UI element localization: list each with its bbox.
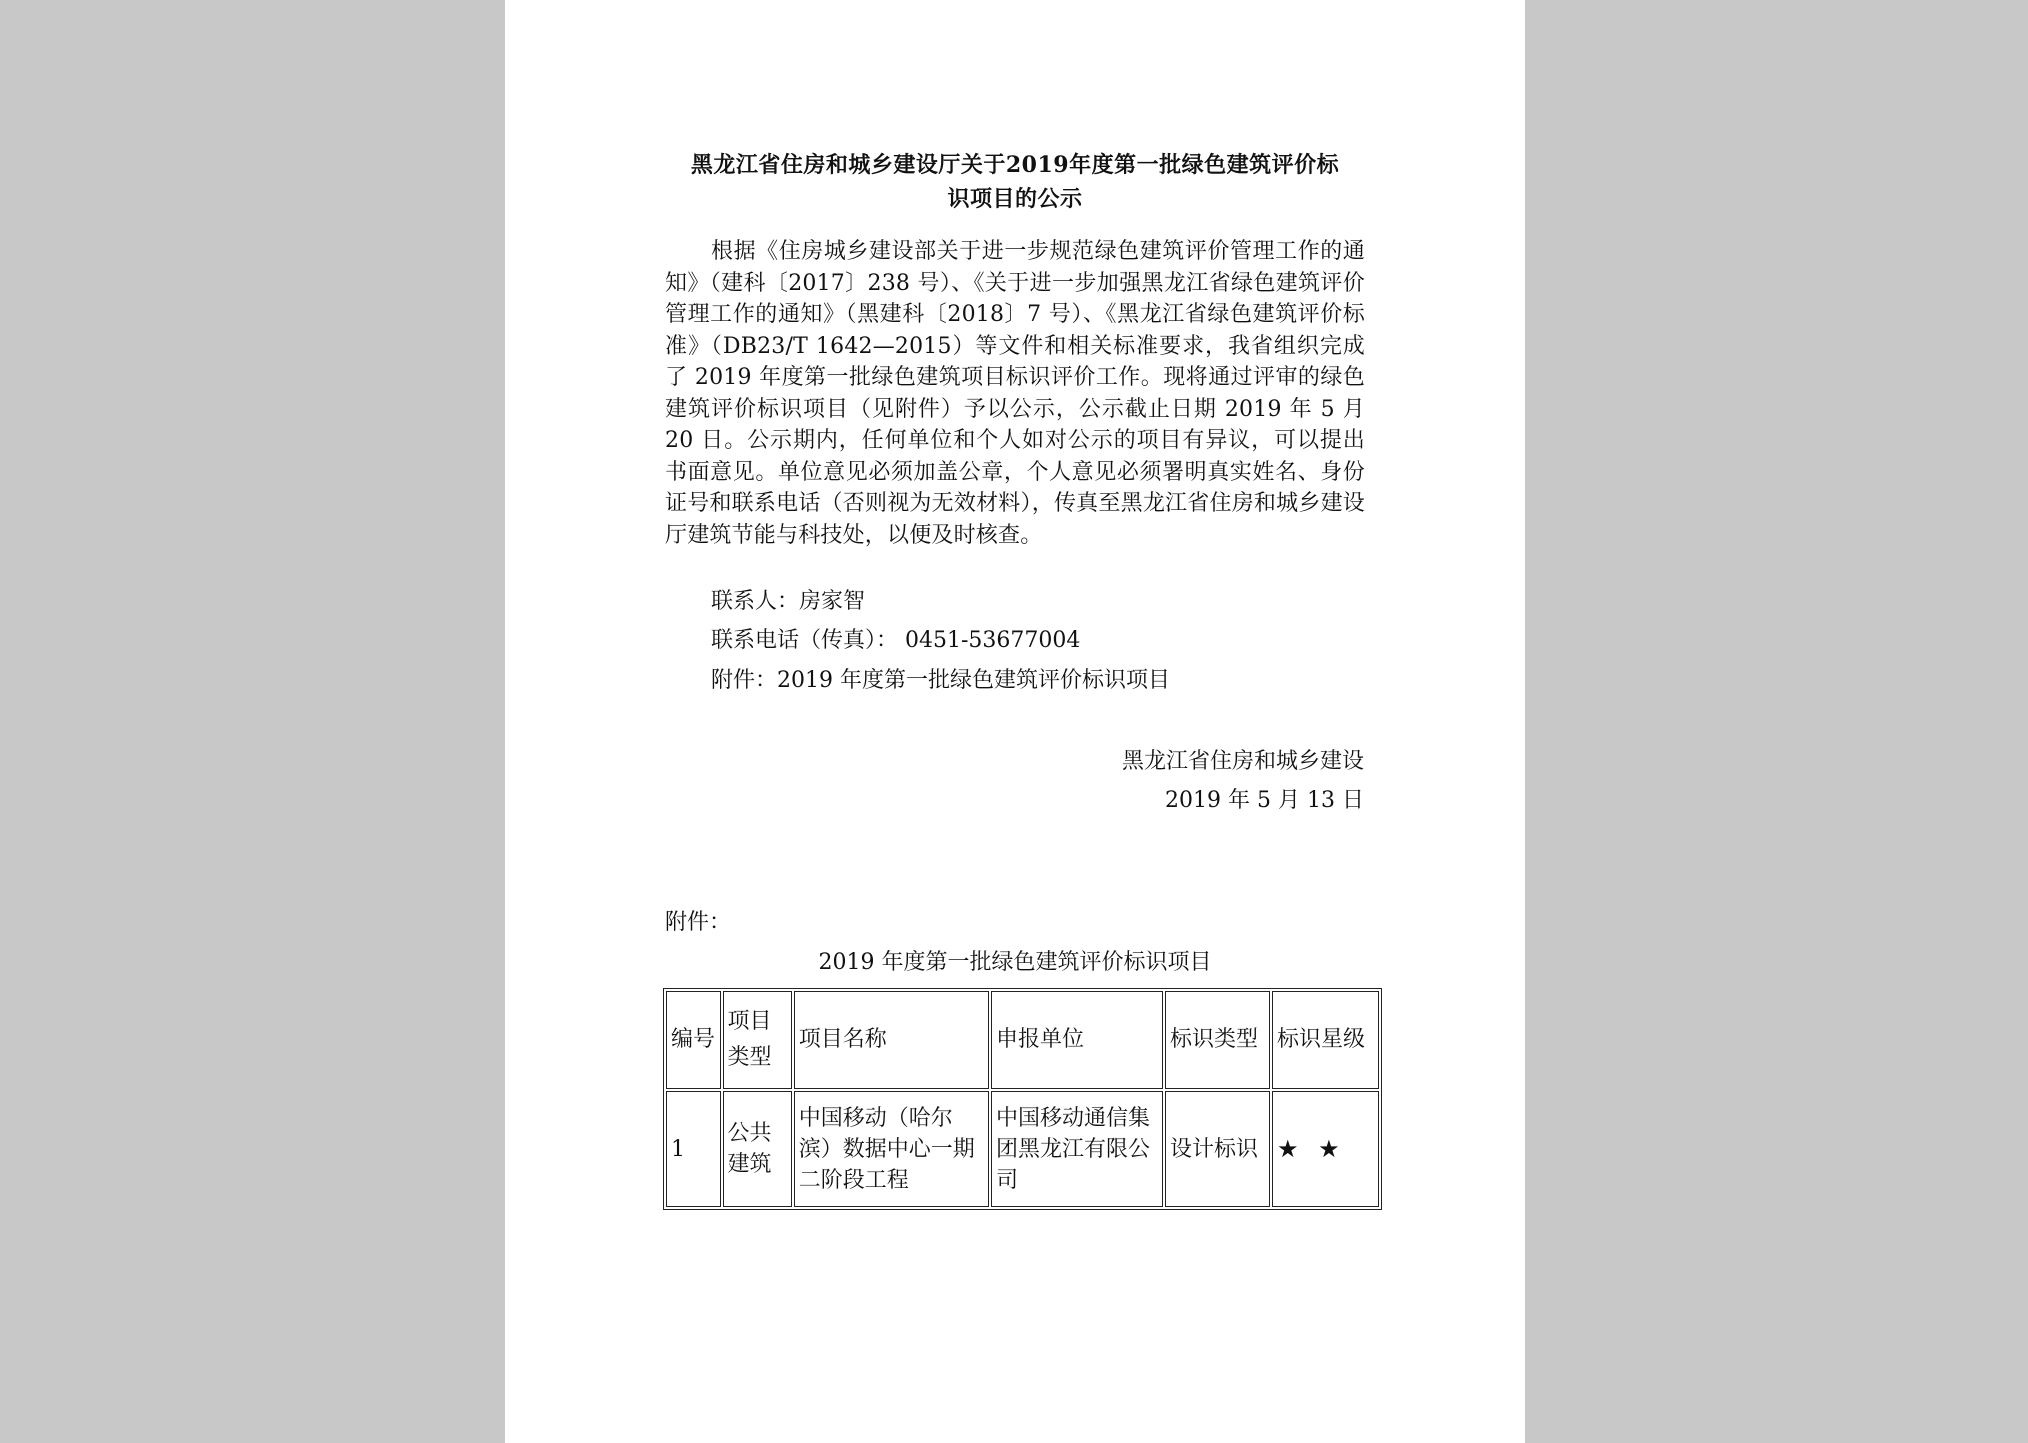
body-paragraph: 根据《住房城乡建设部关于进一步规范绿色建筑评价管理工作的通知》（建科〔2017〕238 号）、《关于进一步加强黑龙江省绿色建筑评价管理工作的通知》（黑建科〔2018〕7 号）、《黑龙江省绿色建筑评价标准》（DB23/T 1642—2015）等文件和相关标准要求，我省组织完成了 2019 年度第一批绿色建筑项目标识评价工作。现将通过评审的绿色建筑评价标识项目（见附件）予以公示，公示截止日期 2019 年 5 月 20 日。公示期内，任何单位和个人如对公示的项目有异议，可以提出书面意见。单位意见必须加盖公章，个人意见必须署明真实姓名、身份证号和联系电话（否则视为无效材料），传真至黑龙江省住房和城乡建设厅建筑节能与科技处，以便及时核查。 <box>665 239 1365 548</box>
header-no: 编号 <box>666 991 721 1089</box>
cell-type: 公共建筑 <box>723 1091 792 1207</box>
title-line-2: 识项目的公示 <box>947 186 1083 212</box>
document-title <box>655 148 1375 216</box>
header-label-level: 标识星级 <box>1272 991 1379 1089</box>
header-name: 项目名称 <box>794 991 989 1089</box>
attachment-label: 附件： <box>665 910 732 935</box>
contact-phone: 联系电话（传真）： 0451-53677004 <box>711 628 1081 653</box>
table-header-row <box>666 991 1379 1089</box>
signature-org: 黑龙江省住房和城乡建设 <box>1121 749 1364 774</box>
cell-no: 1 <box>666 1091 721 1207</box>
contact-person: 联系人：房家智 <box>711 589 866 614</box>
table-row <box>666 1091 1379 1207</box>
cell-applicant: 中国移动通信集团黑龙江有限公司 <box>991 1091 1163 1207</box>
attachment-note: 附件：2019 年度第一批绿色建筑评价标识项目 <box>711 668 1170 693</box>
header-label-type: 标识类型 <box>1165 991 1270 1089</box>
table-title: 2019 年度第一批绿色建筑评价标识项目 <box>818 950 1212 975</box>
cell-name: 中国移动（哈尔滨）数据中心一期二阶段工程 <box>794 1091 989 1207</box>
cell-label-type: 设计标识 <box>1165 1091 1270 1207</box>
signature-date: 2019 年 5 月 13 日 <box>1165 788 1364 813</box>
header-applicant: 申报单位 <box>991 991 1163 1089</box>
cell-label-level: ★ ★ <box>1272 1091 1379 1207</box>
header-type: 项目类型 <box>723 991 792 1089</box>
project-table <box>663 988 1382 1210</box>
title-line-1: 黑龙江省住房和城乡建设厅关于2019年度第一批绿色建筑评价标 <box>690 152 1340 178</box>
document-page <box>505 0 1525 1443</box>
